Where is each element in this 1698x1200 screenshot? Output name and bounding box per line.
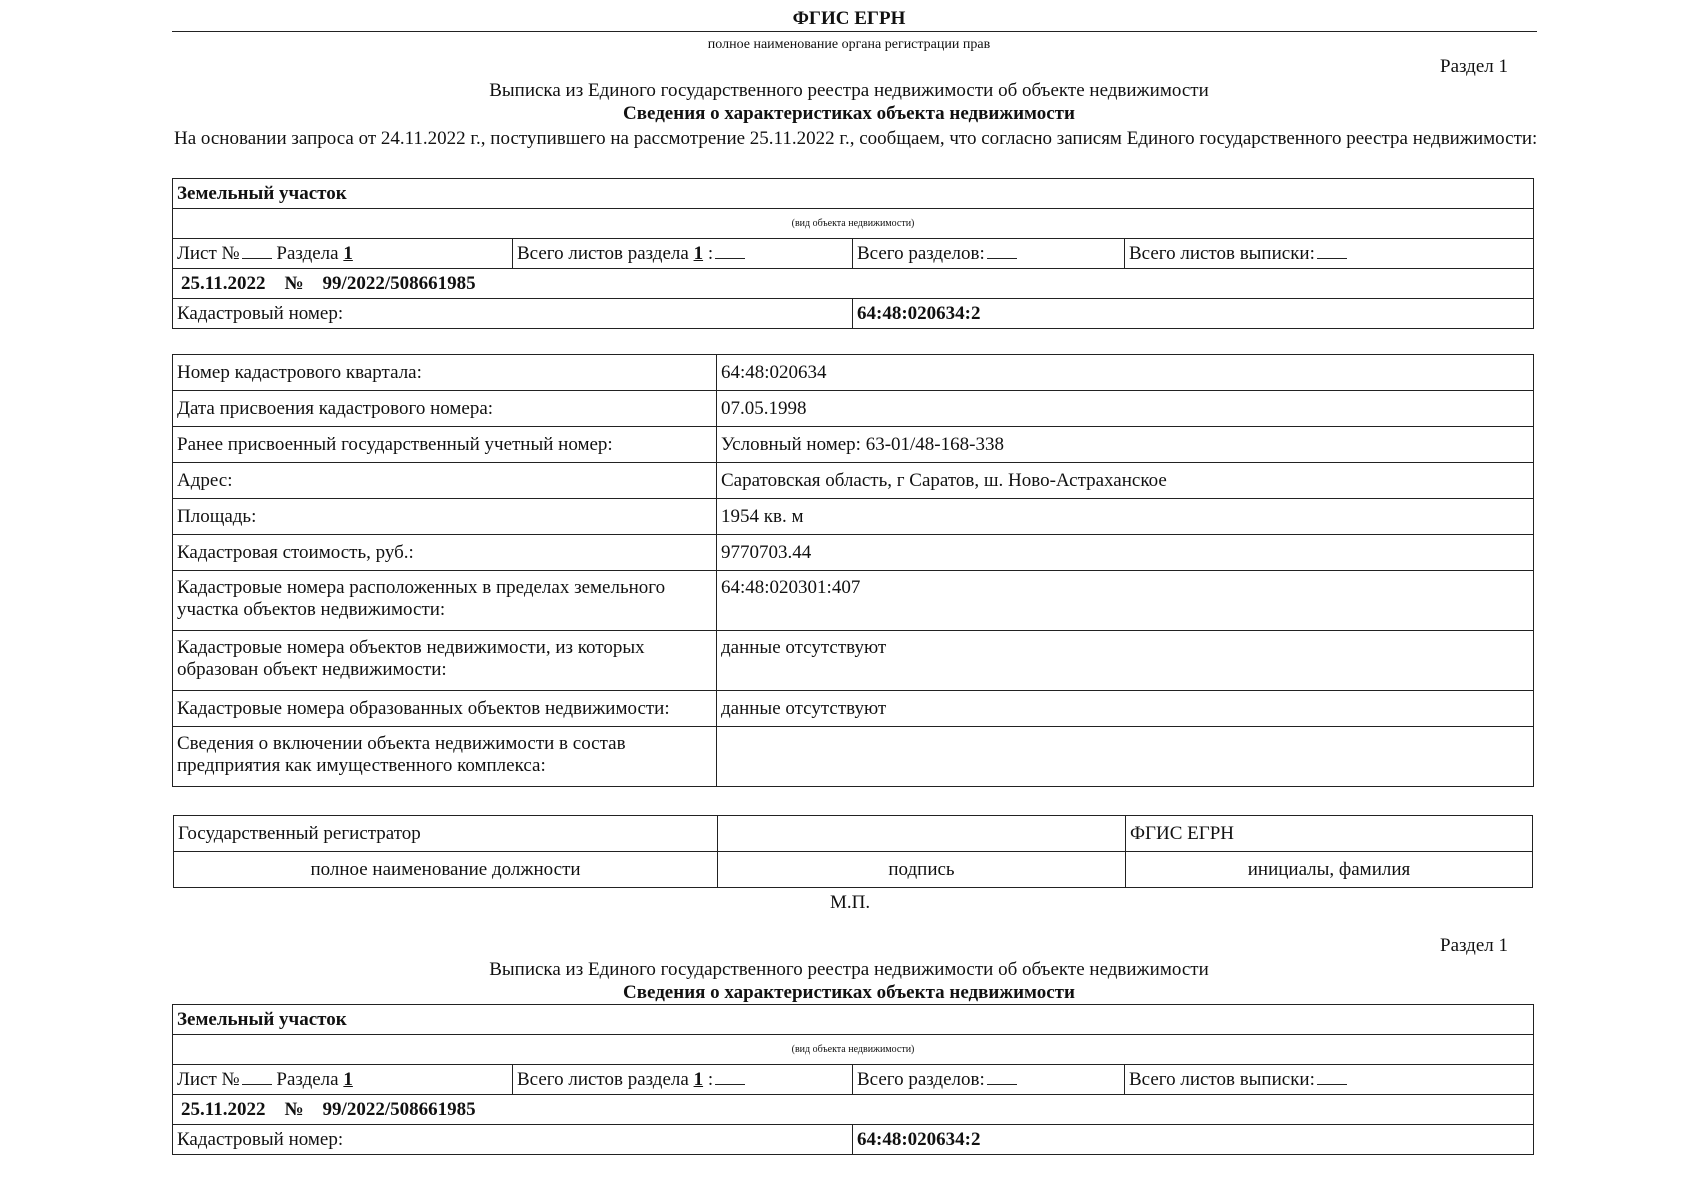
- sheet-blank: [242, 242, 272, 259]
- cadastral-value: 64:48:020634:2: [853, 299, 1534, 329]
- detail-value: 1954 кв. м: [717, 499, 1534, 535]
- caption-position: полное наименование должности: [174, 852, 718, 888]
- caption-name: инициалы, фамилия: [1126, 852, 1533, 888]
- detail-label: Кадастровые номера образованных объектов недвижимости:: [173, 691, 717, 727]
- extract-date: 25.11.2022: [181, 1098, 266, 1120]
- caption-signature: подпись: [718, 852, 1126, 888]
- total-sections-label: Всего разделов:: [857, 1069, 985, 1090]
- section-num: 1: [343, 1069, 353, 1090]
- sheet-cell: [173, 239, 513, 269]
- total-sheets-section-blank: [715, 1068, 745, 1085]
- total-sections-blank: [987, 1068, 1017, 1085]
- date-number-cell: [173, 1095, 1534, 1125]
- extract-number: 99/2022/508661985: [322, 1098, 476, 1120]
- total-sections-cell: [853, 1065, 1125, 1095]
- detail-label: Кадастровые номера расположенных в пределах земельного участка объектов недвижимости:: [173, 571, 717, 631]
- total-sections-cell: [853, 239, 1125, 269]
- details-table: [172, 354, 1534, 787]
- detail-label: Дата присвоения кадастрового номера:: [173, 391, 717, 427]
- doc-subtitle: Сведения о характеристиках объекта недвижимости: [623, 103, 1075, 124]
- sheet-label: Лист №: [177, 1069, 240, 1090]
- detail-value: Саратовская область, г Саратов, ш. Ново-Астраханское: [717, 463, 1534, 499]
- cadastral-label: Кадастровый номер:: [173, 299, 853, 329]
- section-label: Раздел 1: [1440, 56, 1508, 77]
- total-sheets-section-num: 1: [693, 243, 704, 264]
- total-sheets-section-label: Всего листов раздела: [517, 243, 689, 264]
- detail-value: данные отсутствуют: [717, 631, 1534, 691]
- number-sign: №: [284, 272, 304, 294]
- signer-signature: [718, 816, 1126, 852]
- total-sheets-extract-cell: [1125, 239, 1534, 269]
- sheet-blank: [242, 1068, 272, 1085]
- doc-title: Выписка из Единого государственного реестра недвижимости об объекте недвижимости: [489, 80, 1209, 101]
- signer-name: ФГИС ЕГРН: [1126, 816, 1533, 852]
- date-number-cell: [173, 269, 1534, 299]
- org-name: ФГИС ЕГРН: [792, 8, 906, 29]
- stamp-label: М.П.: [830, 892, 871, 913]
- section-word: Раздела: [276, 1069, 339, 1090]
- total-sheets-extract-label: Всего листов выписки:: [1129, 243, 1315, 264]
- detail-label: Кадастровая стоимость, руб.:: [173, 535, 717, 571]
- total-sheets-section-num: 1: [693, 1069, 704, 1090]
- sheet-label: Лист №: [177, 243, 240, 264]
- detail-label: Адрес:: [173, 463, 717, 499]
- doc-subtitle: Сведения о характеристиках объекта недвижимости: [623, 982, 1075, 1003]
- total-sheets-section-label: Всего листов раздела: [517, 1069, 689, 1090]
- org-caption: полное наименование органа регистрации прав: [707, 37, 991, 52]
- detail-label: Номер кадастрового квартала:: [173, 355, 717, 391]
- cadastral-label: Кадастровый номер:: [173, 1125, 853, 1155]
- object-header-table: [172, 178, 1534, 329]
- section-label: Раздел 1: [1440, 935, 1508, 956]
- cadastral-value: 64:48:020634:2: [853, 1125, 1534, 1155]
- detail-label: Площадь:: [173, 499, 717, 535]
- section-word: Раздела: [276, 243, 339, 264]
- detail-value: [717, 727, 1534, 787]
- total-sheets-extract-blank: [1317, 1068, 1347, 1085]
- extract-number: 99/2022/508661985: [322, 272, 476, 294]
- total-sheets-section-cell: Всего листов раздела 1 :: [513, 239, 853, 269]
- signer-position: Государственный регистратор: [174, 816, 718, 852]
- detail-label: Кадастровые номера объектов недвижимости, из которых образован объект недвижимости:: [173, 631, 717, 691]
- intro-text: На основании запроса от 24.11.2022 г., поступившего на рассмотрение 25.11.2022 г., сообщаем, что согласно записям Единого государственного реестра недвижимости:: [174, 128, 1538, 149]
- total-sheets-extract-cell: [1125, 1065, 1534, 1095]
- total-sheets-section-cell: Всего листов раздела 1 :: [513, 1065, 853, 1095]
- number-sign: №: [284, 1098, 304, 1120]
- detail-value: Условный номер: 63-01/48-168-338: [717, 427, 1534, 463]
- detail-label: Сведения о включении объекта недвижимости в состав предприятия как имущественного комплекса:: [173, 727, 717, 787]
- sheet-cell: [173, 1065, 513, 1095]
- object-type-caption: (вид объекта недвижимости): [173, 1035, 1534, 1065]
- total-sheets-extract-blank: [1317, 242, 1347, 259]
- total-sheets-extract-label: Всего листов выписки:: [1129, 1069, 1315, 1090]
- detail-value: 64:48:020634: [717, 355, 1534, 391]
- detail-value: 9770703.44: [717, 535, 1534, 571]
- detail-value: 07.05.1998: [717, 391, 1534, 427]
- extract-date: 25.11.2022: [181, 272, 266, 294]
- object-type-caption: (вид объекта недвижимости): [173, 209, 1534, 239]
- object-type: Земельный участок: [173, 179, 1534, 209]
- detail-value: данные отсутствуют: [717, 691, 1534, 727]
- detail-label: Ранее присвоенный государственный учетный номер:: [173, 427, 717, 463]
- total-sections-blank: [987, 242, 1017, 259]
- object-type: Земельный участок: [173, 1005, 1534, 1035]
- object-header-table: [172, 1004, 1534, 1155]
- total-sheets-section-blank: [715, 242, 745, 259]
- section-num: 1: [343, 243, 353, 264]
- doc-title: Выписка из Единого государственного реестра недвижимости об объекте недвижимости: [489, 959, 1209, 980]
- signature-table: [173, 815, 1533, 888]
- org-divider: [172, 31, 1537, 32]
- total-sections-label: Всего разделов:: [857, 243, 985, 264]
- detail-value: 64:48:020301:407: [717, 571, 1534, 631]
